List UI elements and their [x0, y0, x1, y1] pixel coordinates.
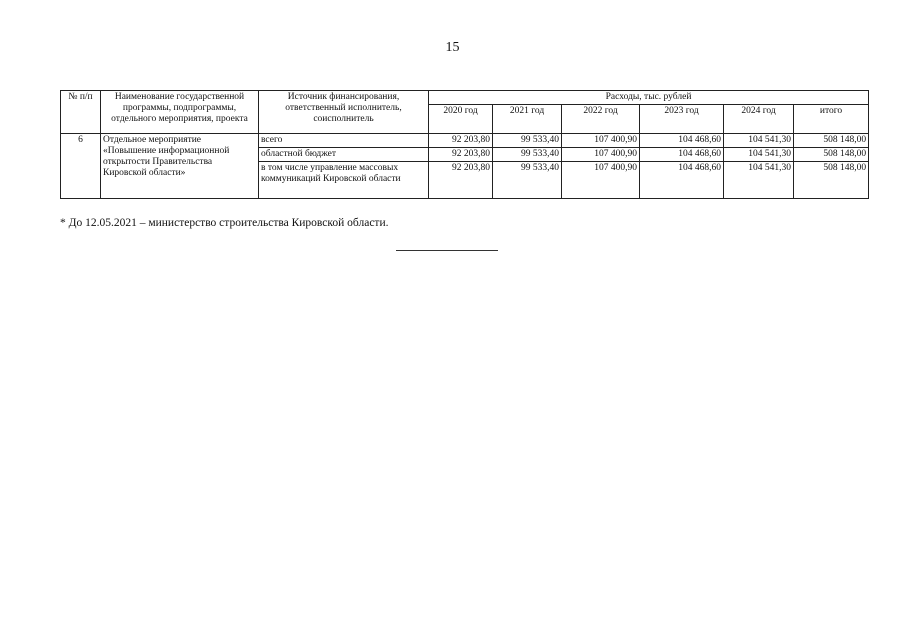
header-year-2024: 2024 год	[724, 105, 794, 134]
header-source: Источник финансирования, ответственный исполнитель, соисполнитель	[259, 91, 429, 134]
value-cell: 104 541,30	[724, 148, 794, 162]
footnote: * До 12.05.2021 – министерство строительства Кировской области.	[60, 217, 389, 229]
value-cell: 104 541,30	[724, 162, 794, 199]
value-cell: 104 468,60	[640, 134, 724, 148]
page-number: 15	[445, 40, 460, 55]
header-year-2020: 2020 год	[429, 105, 493, 134]
value-cell: 104 468,60	[640, 162, 724, 199]
header-year-2021: 2021 год	[493, 105, 562, 134]
value-cell: 92 203,80	[429, 134, 493, 148]
header-row-main	[61, 91, 869, 105]
value-cell: 107 400,90	[562, 162, 640, 199]
value-cell: 104 468,60	[640, 148, 724, 162]
header-year-2022: 2022 год	[562, 105, 640, 134]
table-row	[61, 134, 869, 148]
value-cell: 508 148,00	[794, 134, 869, 148]
source-cell: областной бюджет	[259, 148, 429, 162]
budget-table	[60, 90, 869, 199]
row-num: 6	[61, 134, 101, 199]
value-cell: 107 400,90	[562, 134, 640, 148]
value-cell: 508 148,00	[794, 162, 869, 199]
header-total: итого	[794, 105, 869, 134]
header-num: № п/п	[61, 91, 101, 134]
end-rule	[396, 250, 498, 251]
value-cell: 508 148,00	[794, 148, 869, 162]
source-cell: всего	[259, 134, 429, 148]
source-cell: в том числе управление массовых коммуникаций Кировской области	[259, 162, 429, 199]
value-cell: 99 533,40	[493, 162, 562, 199]
value-cell: 104 541,30	[724, 134, 794, 148]
value-cell: 99 533,40	[493, 134, 562, 148]
value-cell: 107 400,90	[562, 148, 640, 162]
header-year-2023: 2023 год	[640, 105, 724, 134]
value-cell: 92 203,80	[429, 162, 493, 199]
value-cell: 99 533,40	[493, 148, 562, 162]
row-name: Отдельное мероприятие «Повышение информационной открытости Правительства Кировской области»	[101, 134, 259, 199]
value-cell: 92 203,80	[429, 148, 493, 162]
header-name: Наименование государственной программы, подпрограммы, отдельного мероприятия, проекта	[101, 91, 259, 134]
header-expenses: Расходы, тыс. рублей	[429, 91, 869, 105]
